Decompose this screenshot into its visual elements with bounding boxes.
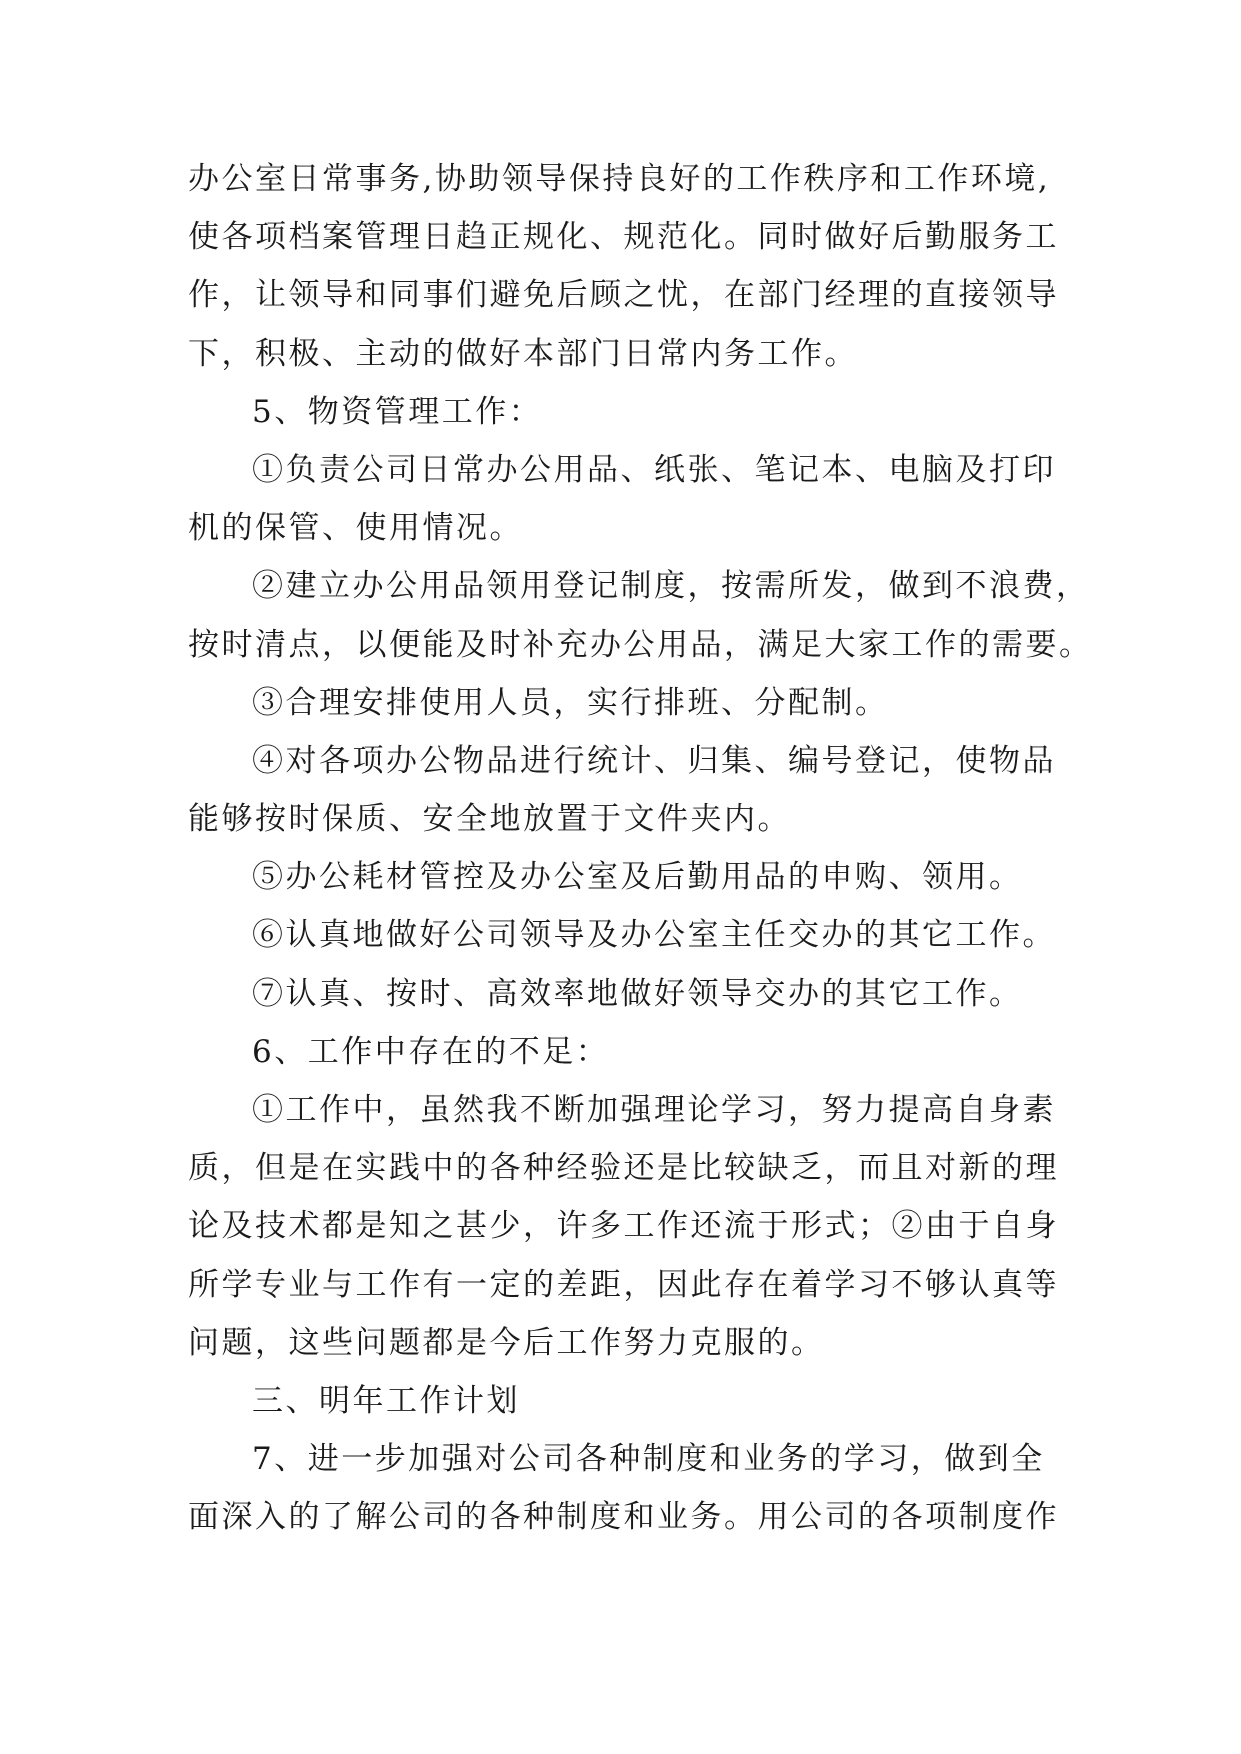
text-line: 使各项档案管理日趋正规化、规范化。同时做好后勤服务工 xyxy=(188,219,1059,256)
text-line: 所学专业与工作有一定的差距，因此存在着学习不够认真等 xyxy=(188,1266,1059,1303)
text-line: 办公室日常事务,协助领导保持良好的工作秩序和工作环境, xyxy=(188,161,1051,197)
text-line: 问题，这些问题都是今后工作努力克服的。 xyxy=(188,1324,825,1361)
text-line: 论及技术都是知之甚少，许多工作还流于形式；②由于自身 xyxy=(188,1208,1059,1245)
text-line: 作，让领导和同事们避免后顾之忧，在部门经理的直接领导 xyxy=(188,277,1059,314)
text-line: 按时清点，以便能及时补充办公用品，满足大家工作的需要。 xyxy=(188,626,1093,663)
text-line: 质，但是在实践中的各种经验还是比较缺乏，而且对新的理 xyxy=(188,1150,1059,1187)
text-line: 6、工作中存在的不足： xyxy=(252,1033,610,1070)
text-line: 面深入的了解公司的各种制度和业务。用公司的各项制度作 xyxy=(188,1499,1059,1536)
text-line: 三、明年工作计划 xyxy=(252,1382,520,1419)
text-line: 能够按时保质、安全地放置于文件夹内。 xyxy=(188,801,791,838)
text-line: 机的保管、使用情况。 xyxy=(188,510,523,547)
text-line: ⑥认真地做好公司领导及办公室主任交办的其它工作。 xyxy=(252,917,1056,954)
text-line: ②建立办公用品领用登记制度，按需所发，做到不浪费， xyxy=(252,568,1090,605)
text-line: ③合理安排使用人员，实行排班、分配制。 xyxy=(252,684,889,721)
text-line: ①工作中，虽然我不断加强理论学习，努力提高自身素 xyxy=(252,1092,1056,1128)
body-text xyxy=(188,150,1093,1547)
text-line: ⑦认真、按时、高效率地做好领导交办的其它工作。 xyxy=(252,975,1023,1012)
text-line: ①负责公司日常办公用品、纸张、笔记本、电脑及打印 xyxy=(252,451,1056,488)
text-line: 5、物资管理工作： xyxy=(252,393,543,430)
text-line: 7、进一步加强对公司各种制度和业务的学习，做到全 xyxy=(252,1441,1045,1478)
text-line: ⑤办公耗材管控及办公室及后勤用品的申购、领用。 xyxy=(252,859,1023,896)
text-line: 下，积极、主动的做好本部门日常内务工作。 xyxy=(188,335,858,372)
text-line: ④对各项办公物品进行统计、归集、编号登记，使物品 xyxy=(252,742,1056,779)
